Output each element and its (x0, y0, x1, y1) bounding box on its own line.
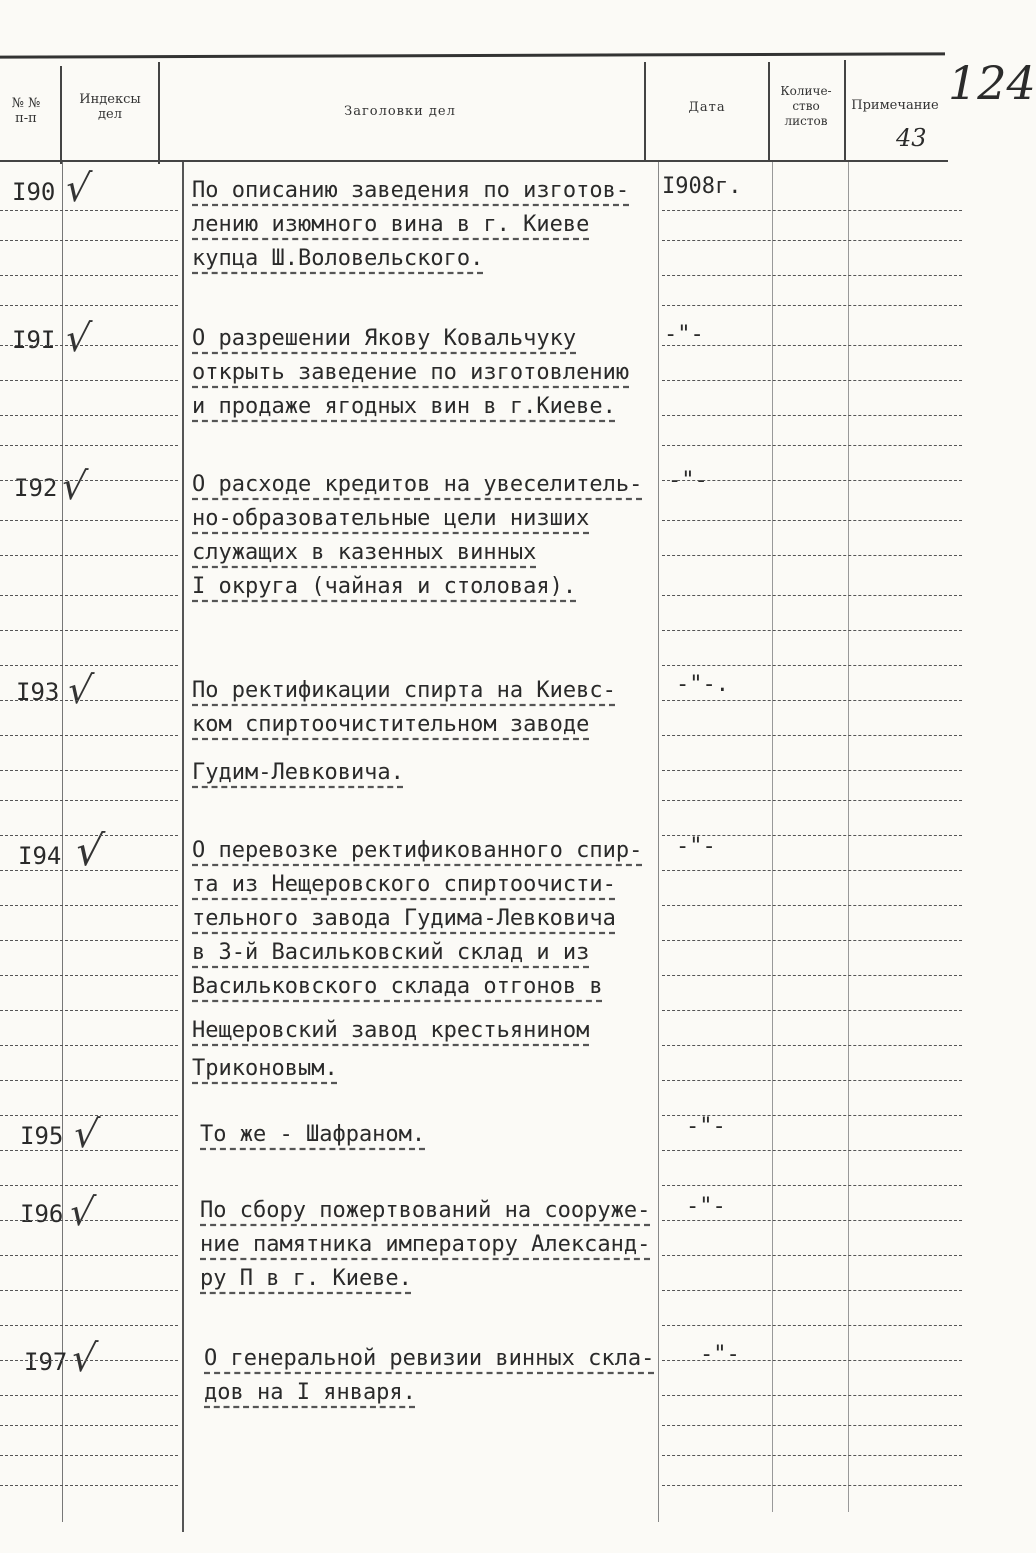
check-mark-icon: √ (64, 668, 96, 712)
ruled-line (0, 800, 178, 802)
ruled-line (662, 1185, 962, 1187)
ruled-line (662, 1290, 962, 1292)
ruled-line (662, 870, 962, 872)
ruled-line (662, 700, 962, 702)
ruled-line (662, 1115, 962, 1117)
entry-title-line: служащих в казенных винных (192, 540, 537, 565)
ruled-line (662, 380, 962, 382)
ruled-line (0, 1485, 178, 1487)
entry-date: -"- (686, 1194, 726, 1219)
check-mark-icon: √ (70, 1112, 102, 1156)
top-border (0, 52, 945, 58)
ruled-line (0, 555, 178, 557)
ruled-line (0, 1080, 178, 1082)
header-col-sheets: Количе- ство листов (780, 84, 832, 128)
entry-title-line: ком спиртоочистительном заводе (192, 712, 590, 737)
body-line-title-left (182, 162, 184, 1532)
header-col-number: № № п-п (11, 96, 41, 126)
ruled-line (662, 1220, 962, 1222)
ruled-line (662, 520, 962, 522)
entry-title-line: ние памятника императору Александ- (200, 1232, 651, 1257)
ruled-line (0, 975, 178, 977)
ruled-line (662, 940, 962, 942)
ruled-line (662, 1455, 962, 1457)
ruled-line (0, 700, 178, 702)
ruled-line (0, 520, 178, 522)
column-line-3 (644, 62, 646, 162)
ruled-line (0, 275, 178, 277)
entry-number: I95 (20, 1122, 64, 1150)
entry-number: I97 (24, 1348, 68, 1376)
entry-date: -"- (664, 322, 704, 347)
ruled-line (0, 735, 178, 737)
entry-title-line: Триконовым. (192, 1056, 338, 1081)
entry-number: I90 (12, 178, 56, 206)
entry-title-line: I округа (чайная и столовая). (192, 574, 577, 599)
ruled-line (662, 1045, 962, 1047)
entry-number: I96 (20, 1200, 64, 1228)
entry-title-line: но-образовательные цели низших (192, 506, 590, 531)
entry-date: -"-. (676, 672, 729, 697)
entry-date: -"- (668, 468, 708, 493)
ruled-line (662, 905, 962, 907)
entry-title-line: та из Нещеровского спиртоочисти- (192, 872, 616, 897)
header-col-date: Дата (688, 100, 726, 115)
ruled-line (0, 445, 178, 447)
ruled-line (662, 770, 962, 772)
entry-title-line: ру П в г. Киеве. (200, 1266, 412, 1291)
header-col-note: Примечание (851, 98, 939, 113)
ruled-line (662, 835, 962, 837)
ruled-line (0, 770, 178, 772)
ruled-line (662, 275, 962, 277)
ruled-line (0, 1185, 178, 1187)
ruled-line (662, 975, 962, 977)
entry-title-line: О разрешении Якову Ковальчуку (192, 326, 577, 351)
entry-date: -"- (676, 834, 716, 859)
ruled-line (0, 380, 178, 382)
entry-title-line: По сбору пожертвований на сооруже- (200, 1198, 651, 1223)
entry-title-line: По описанию заведения по изготов- (192, 178, 630, 203)
ruled-line (0, 240, 178, 242)
header-bottom-border (0, 160, 948, 162)
entry-title-line: О генеральной ревизии винных скла- (204, 1346, 655, 1371)
ruled-line (0, 835, 178, 837)
ruled-line (662, 630, 962, 632)
body-line-sheets-left (772, 162, 773, 1512)
ruled-line (0, 1010, 178, 1012)
ruled-line (662, 1325, 962, 1327)
ruled-line (662, 1360, 962, 1362)
entry-title-line: лению изюмного вина в г. Киеве (192, 212, 590, 237)
ruled-line (662, 800, 962, 802)
ruled-line (0, 1220, 178, 1222)
check-mark-icon: √ (62, 316, 94, 360)
entry-title-line: О расходе кредитов на увеселитель- (192, 472, 643, 497)
entry-title-line: Гудим-Левковича. (192, 760, 404, 785)
ruled-line (0, 1325, 178, 1327)
entry-number: I93 (16, 678, 60, 706)
ruled-line (0, 940, 178, 942)
ruled-line (0, 595, 178, 597)
header-col-index: Индексы дел (79, 92, 141, 122)
body-line-note-left (848, 162, 849, 1512)
entry-title-line: купца Ш.Воловельского. (192, 246, 484, 271)
ruled-line (0, 210, 178, 212)
entry-number: I92 (14, 474, 58, 502)
entry-title-line: Васильковского склада отгонов в (192, 974, 603, 999)
body-line-date-left (658, 162, 659, 1522)
ruled-line (0, 1455, 178, 1457)
ruled-line (662, 240, 962, 242)
entry-title-line: открыть заведение по изготовлению (192, 360, 630, 385)
ruled-line (662, 1080, 962, 1082)
entry-number: I94 (18, 842, 62, 870)
entry-number: I9I (12, 326, 56, 354)
check-mark-icon: √ (62, 166, 94, 210)
ruled-line (0, 665, 178, 667)
ruled-line (662, 1425, 962, 1427)
ruled-line (0, 1150, 178, 1152)
entry-date: -"- (700, 1342, 740, 1367)
ruled-line (662, 595, 962, 597)
check-mark-icon: √ (58, 464, 90, 508)
ruled-line (662, 665, 962, 667)
column-line-2 (158, 62, 160, 164)
ruled-line (662, 345, 962, 347)
entry-title-line: Нещеровский завод крестьянином (192, 1018, 590, 1043)
entry-title-line: тельного завода Гудима-Левковича (192, 906, 616, 931)
ruled-line (662, 480, 962, 482)
ruled-line (662, 415, 962, 417)
ruled-line (0, 1290, 178, 1292)
ruled-line (662, 1485, 962, 1487)
ruled-line (0, 1115, 178, 1117)
entry-title-line: в 3-й Васильковский склад и из (192, 940, 590, 965)
ruled-line (0, 345, 178, 347)
entry-title-line: дов на I января. (204, 1380, 416, 1405)
page-number-handwritten: 124 (948, 56, 1036, 110)
ruled-line (0, 870, 178, 872)
check-mark-icon: √ (66, 1190, 98, 1234)
header-col-title: Заголовки дел (344, 104, 456, 119)
entry-title-line: По ректификации спирта на Киевс- (192, 678, 616, 703)
entry-title-line: О перевозке ректификованного спир- (192, 838, 643, 863)
ruled-line (0, 1360, 178, 1362)
check-mark-icon: √ (72, 826, 107, 875)
entry-date: I908г. (662, 174, 742, 199)
entry-title-line: и продаже ягодных вин в г.Киеве. (192, 394, 616, 419)
ruled-line (0, 630, 178, 632)
entry-title-line: То же - Шафраном. (200, 1122, 426, 1147)
ruled-line (662, 305, 962, 307)
ruled-line (662, 1255, 962, 1257)
column-line-4 (768, 62, 770, 162)
ruled-line (0, 415, 178, 417)
body-line-index-left (62, 162, 63, 1522)
ruled-line (662, 1150, 962, 1152)
entry-date: -"- (686, 1114, 726, 1139)
column-line-5 (844, 60, 846, 162)
ruled-line (662, 1010, 962, 1012)
ruled-line (662, 735, 962, 737)
ruled-line (0, 1395, 178, 1397)
ruled-line (0, 1045, 178, 1047)
check-mark-icon: √ (68, 1336, 100, 1380)
column-line-1 (60, 66, 62, 164)
ruled-line (0, 905, 178, 907)
ruled-line (0, 480, 178, 482)
ruled-line (662, 445, 962, 447)
note-number-handwritten: 43 (896, 124, 927, 152)
ruled-line (662, 555, 962, 557)
ruled-line (662, 1395, 962, 1397)
ruled-line (0, 1255, 178, 1257)
ruled-line (662, 210, 962, 212)
ruled-line (0, 305, 178, 307)
ruled-line (0, 1425, 178, 1427)
